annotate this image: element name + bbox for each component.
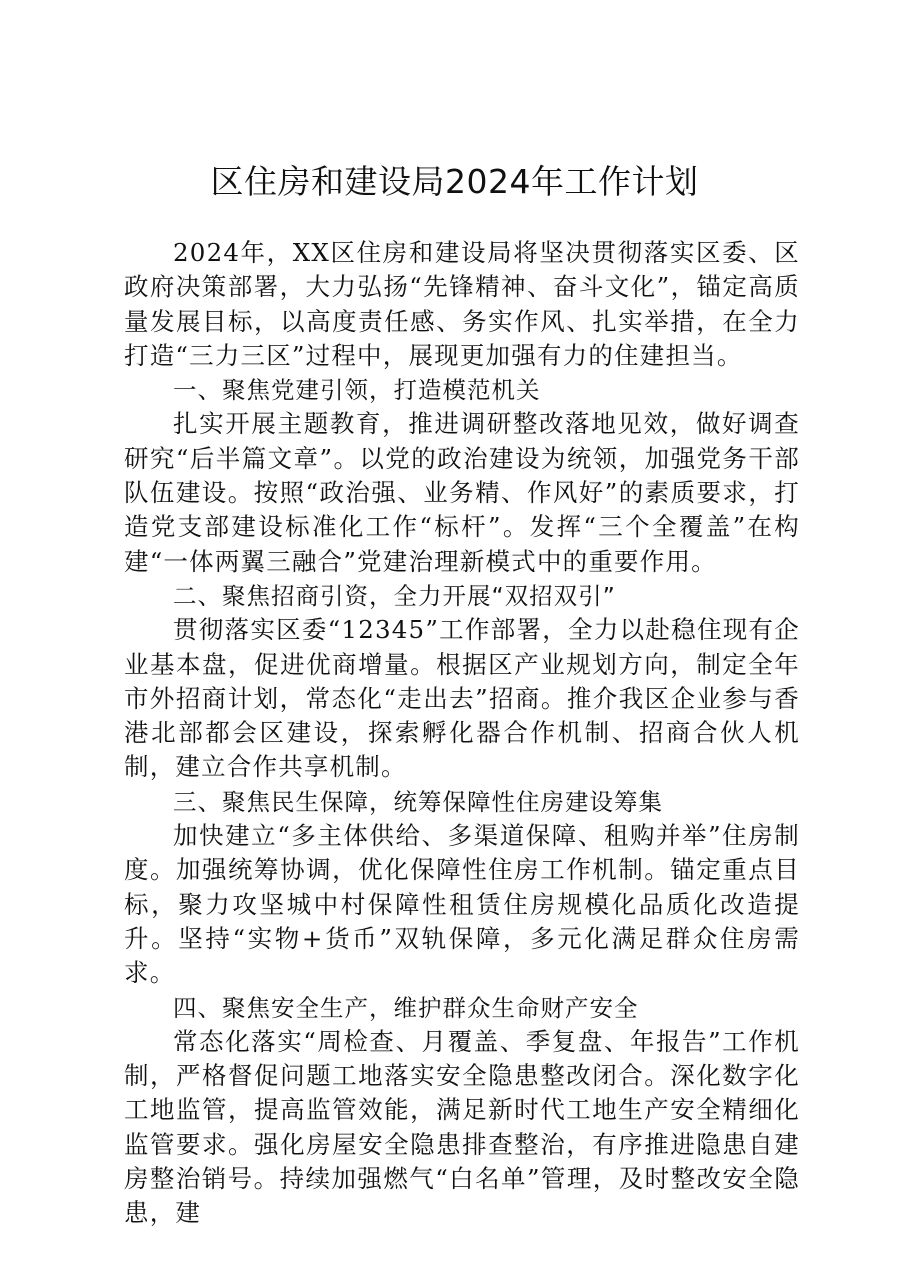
- section-3-paragraph: 加快建立“多主体供给、多渠道保障、租购并举”住房制度。加强统筹协调，优化保障性住房工作机制。锚定重点目标，聚力攻坚城中村保障性租赁住房规模化品质化改造提升。坚持“实物+货币”双轨保障，多元化满足群众住房需求。: [124, 821, 800, 988]
- section-1-paragraph: 扎实开展主题教育，推进调研整改落地见效，做好调查研究“后半篇文章”。以党的政治建设为统领，加强党务干部队伍建设。按照“政治强、业务精、作风好”的素质要求，打造党支部建设标准化工作“标杆”。发挥“三个全覆盖”在构建“一体两翼三融合”党建治理新模式中的重要作用。: [124, 409, 800, 576]
- section-2-heading: 二、聚焦招商引资，全力开展“双招双引”: [173, 581, 616, 610]
- section-4-heading: 四、聚焦安全生产，维护群众生命财产安全: [173, 993, 639, 1022]
- section-2-paragraph: 贯彻落实区委“12345”工作部署，全力以赴稳住现有企业基本盘，促进优商增量。根据区产业规划方向，制定全年市外招商计划，常态化“走出去”招商。推介我区企业参与香港北部都会区建设，探索孵化器合作机制、招商合伙人机制，建立合作共享机制。: [124, 615, 800, 782]
- section-1-heading: 一、聚焦党建引领，打造模范机关: [173, 376, 541, 405]
- document-body: [124, 236, 800, 1231]
- document-title: 区住房和建设局2024年工作计划: [210, 162, 699, 201]
- section-4-paragraph: 常态化落实“周检查、月覆盖、季复盘、年报告”工作机制，严格督促问题工地落实安全隐患整改闭合。深化数字化工地监管，提高监管效能，满足新时代工地生产安全精细化监管要求。强化房屋安全隐患排查整治，有序推进隐患自建房整治销号。持续加强燃气“白名单”管理，及时整改安全隐患，建: [124, 1026, 800, 1228]
- section-3-heading: 三、聚焦民生保障，统筹保障性住房建设筹集: [173, 787, 663, 816]
- intro-paragraph: 2024年，XX区住房和建设局将坚决贯彻落实区委、区政府决策部署，大力弘扬“先锋精神、奋斗文化”，锚定高质量发展目标，以高度责任感、务实作风、扎实举措，在全力打造“三力三区”过程中，展现更加强有力的住建担当。: [124, 238, 800, 370]
